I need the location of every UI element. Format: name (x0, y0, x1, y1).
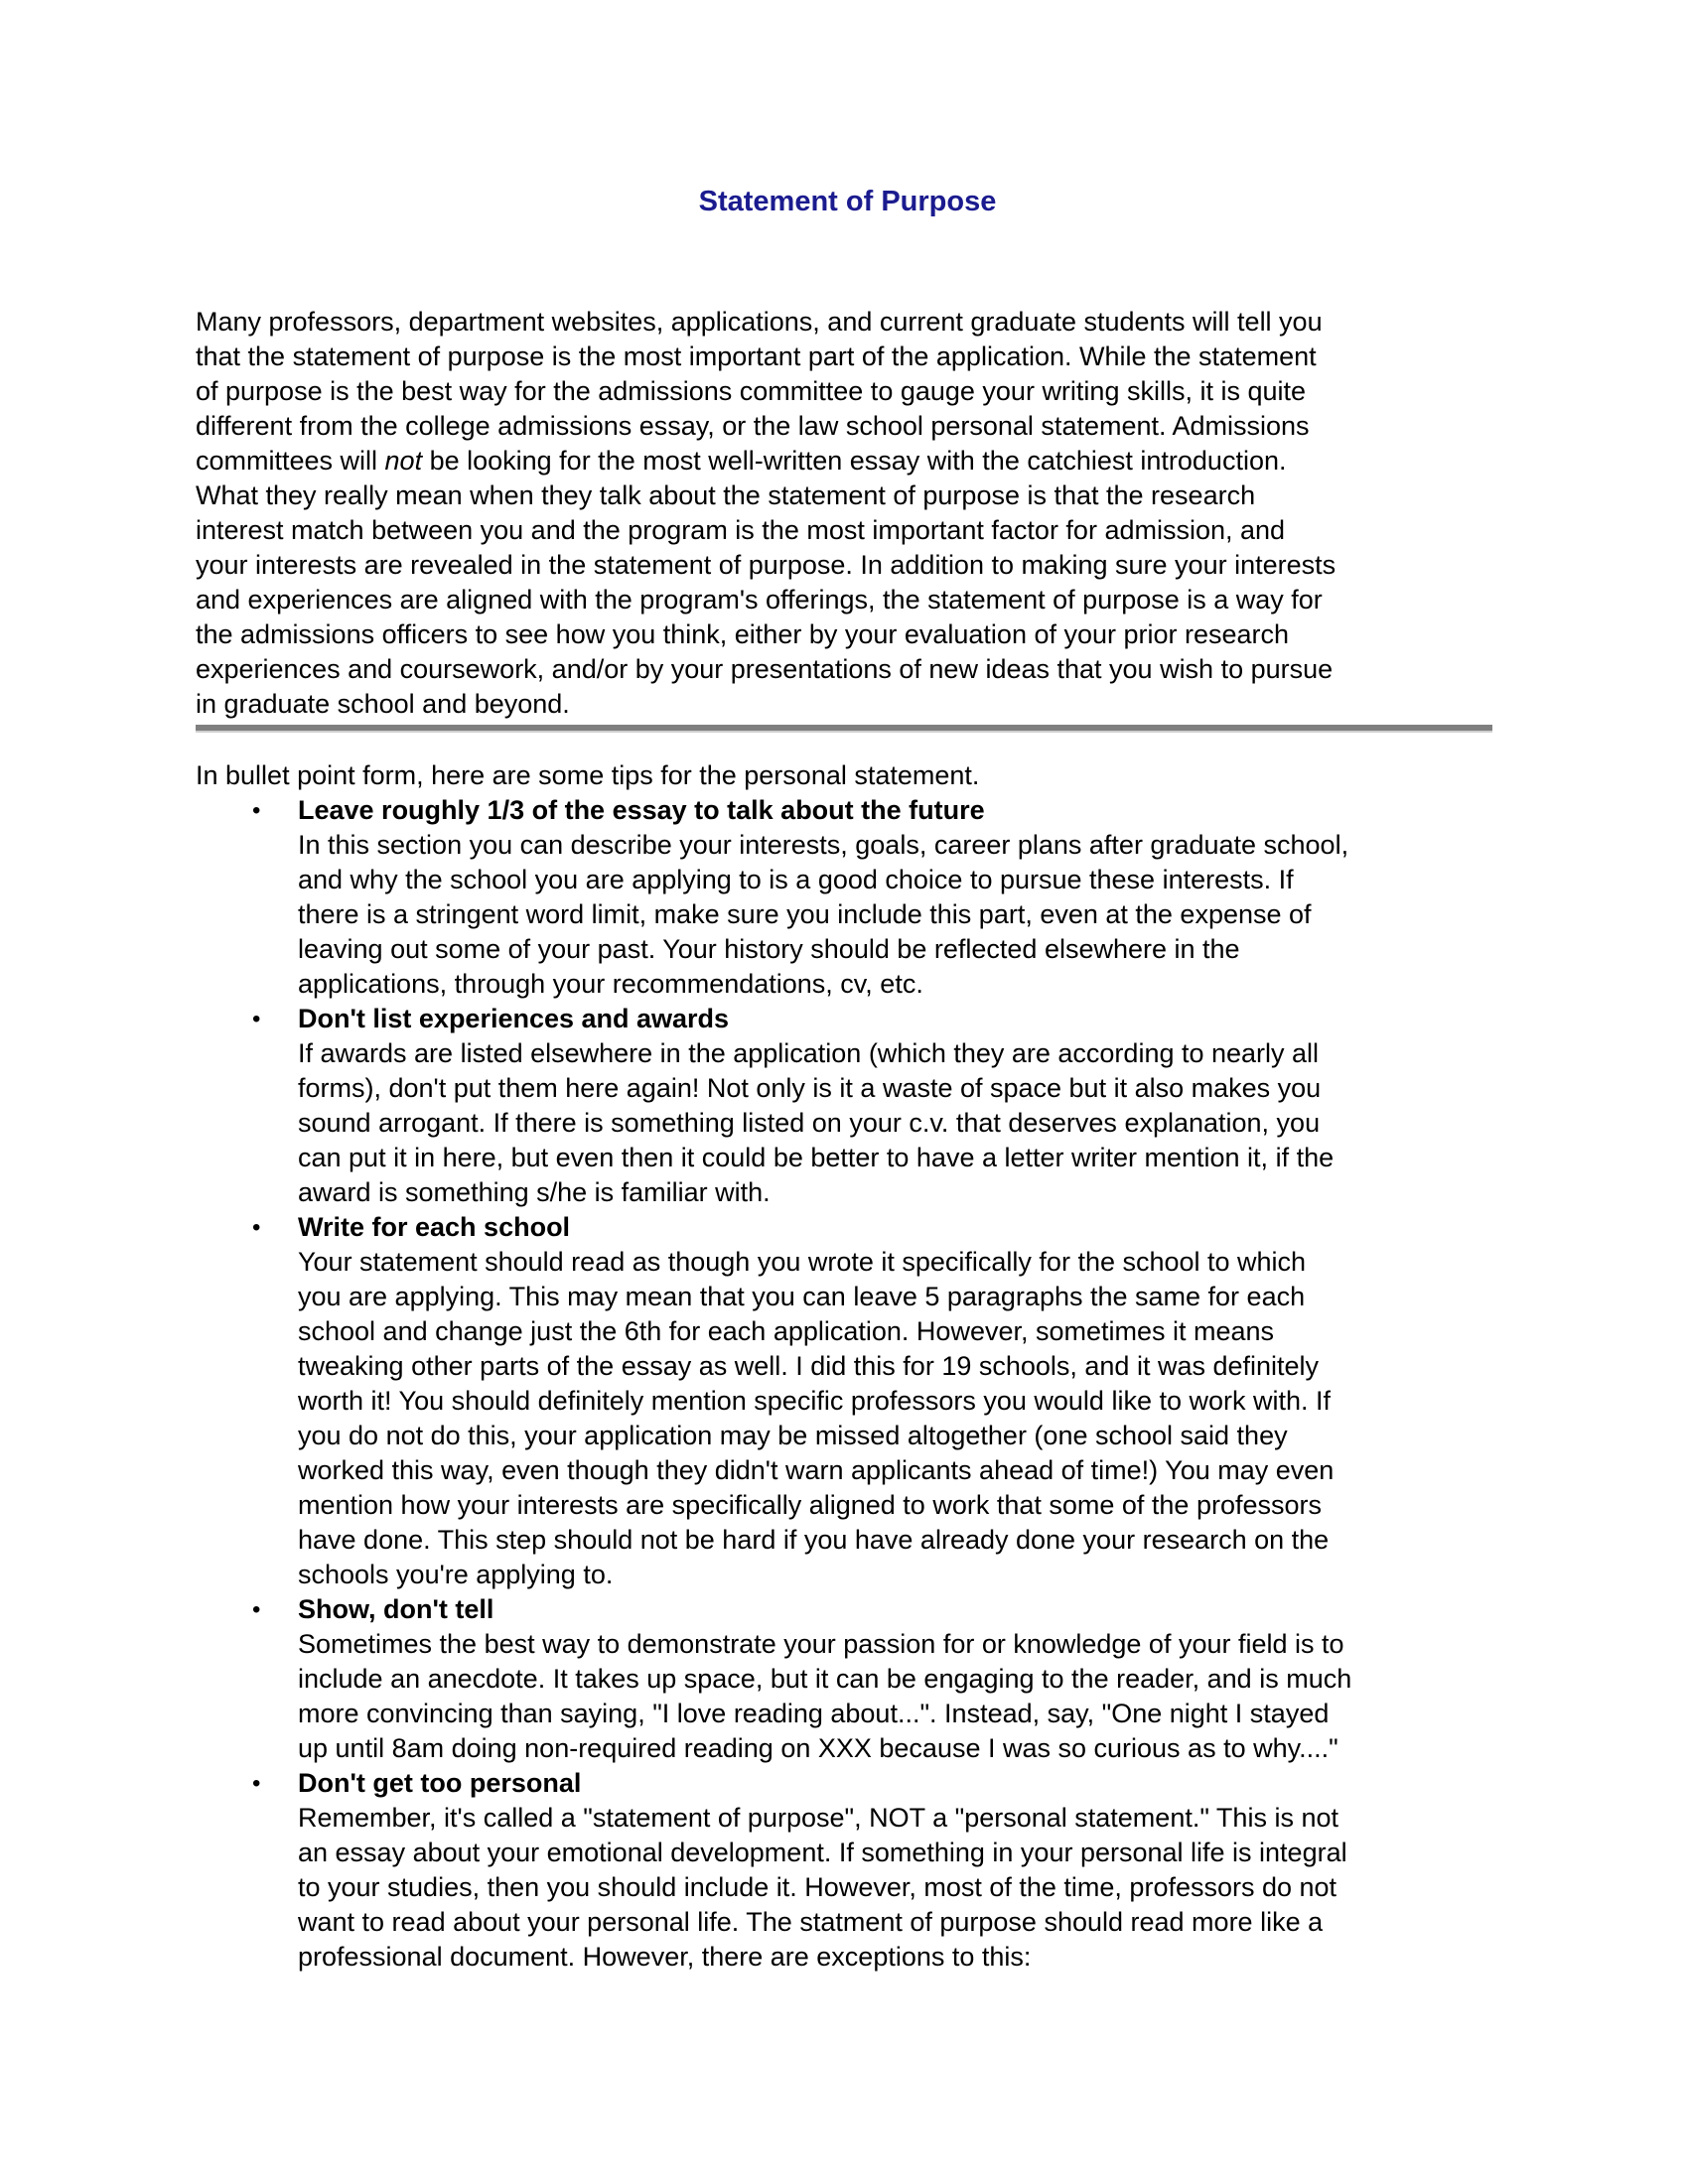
section-divider (196, 725, 1492, 733)
tip-body-line: you are applying. This may mean that you can leave 5 paragraphs the same for each (298, 1282, 1306, 1311)
intro-paragraph-line: experiences and coursework, and/or by your presentations of new ideas that you wish to pursue (196, 654, 1334, 684)
tip-body-line: mention how your interests are specifically aligned to work that some of the professors (298, 1490, 1322, 1520)
bullet-icon: • (252, 797, 261, 824)
tip-body-line: have done. This step should not be hard if you have already done your research on the (298, 1525, 1330, 1555)
intro-paragraph-line: What they really mean when they talk about the statement of purpose is that the research (196, 480, 1256, 510)
tip-item (196, 1210, 1499, 1592)
tip-body-line: Sometimes the best way to demonstrate your passion for or knowledge of your field is to (298, 1629, 1344, 1659)
intro-paragraph-line: committees will not be looking for the most well-written essay with the catchiest introduction. (196, 446, 1287, 476)
bullet-icon: • (252, 1214, 261, 1241)
tip-heading: Show, don't tell (298, 1594, 494, 1624)
tip-item (196, 1592, 1499, 1766)
tip-body-line: forms), don't put them here again! Not only is it a waste of space but it also makes you (298, 1073, 1322, 1103)
tip-body-line: there is a stringent word limit, make sure you include this part, even at the expense of (298, 899, 1312, 929)
tip-body-line: In this section you can describe your interests, goals, career plans after graduate school, (298, 830, 1349, 860)
intro-paragraph-line: and experiences are aligned with the program's offerings, the statement of purpose is a way for (196, 585, 1323, 614)
tips-intro-text: In bullet point form, here are some tips for the personal statement. (196, 760, 980, 790)
tip-body-line: want to read about your personal life. The statment of purpose should read more like a (298, 1907, 1324, 1937)
tip-body-line: Remember, it's called a "statement of purpose", NOT a "personal statement." This is not (298, 1803, 1338, 1833)
intro-paragraph (196, 305, 1499, 722)
tip-item (196, 793, 1499, 1002)
tip-body-line: worth it! You should definitely mention specific professors you would like to work with. If (298, 1386, 1332, 1416)
tip-item (196, 1002, 1499, 1210)
tips-list (196, 793, 1499, 1975)
tip-body-line: worked this way, even though they didn't warn applicants ahead of time!) You may even (298, 1455, 1335, 1485)
intro-paragraph-line: in graduate school and beyond. (196, 689, 570, 719)
tip-item (196, 1766, 1499, 1975)
tip-heading: Don't get too personal (298, 1768, 582, 1798)
tip-body-line: school and change just the 6th for each application. However, sometimes it means (298, 1316, 1275, 1346)
intro-paragraph-line: interest match between you and the program is the most important factor for admission, and (196, 515, 1286, 545)
page-title: Statement of Purpose (698, 186, 997, 217)
intro-paragraph-line: Many professors, department websites, applications, and current graduate students will tell you (196, 307, 1323, 337)
tip-body-line: tweaking other parts of the essay as well. I did this for 19 schools, and it was definitely (298, 1351, 1320, 1381)
tip-body-line: leaving out some of your past. Your history should be reflected elsewhere in the (298, 934, 1240, 964)
intro-paragraph-line: the admissions officers to see how you think, either by your evaluation of your prior research (196, 619, 1290, 649)
tip-body-line: up until 8am doing non-required reading on XXX because I was so curious as to why...." (298, 1733, 1338, 1763)
tip-heading: Don't list experiences and awards (298, 1004, 730, 1033)
tip-body-line: and why the school you are applying to is a good choice to pursue these interests. If (298, 865, 1294, 894)
intro-paragraph-line: that the statement of purpose is the most important part of the application. While the statement (196, 341, 1317, 371)
tip-body-line: applications, through your recommendations, cv, etc. (298, 969, 923, 999)
tip-body-line: professional document. However, there are exceptions to this: (298, 1942, 1032, 1972)
bullet-icon: • (252, 1006, 261, 1032)
tip-body-line: If awards are listed elsewhere in the application (which they are according to nearly all (298, 1038, 1320, 1068)
tip-body-line: award is something s/he is familiar with. (298, 1177, 771, 1207)
tip-body-line: can put it in here, but even then it could be better to have a letter writer mention it, if the (298, 1143, 1335, 1172)
intro-paragraph-line: of purpose is the best way for the admissions committee to gauge your writing skills, it is quite (196, 376, 1307, 406)
tip-body-line: more convincing than saying, "I love reading about...". Instead, say, "One night I stayed (298, 1699, 1330, 1728)
tip-body-line: sound arrogant. If there is something listed on your c.v. that deserves explanation, you (298, 1108, 1321, 1138)
tip-body-line: schools you're applying to. (298, 1560, 614, 1589)
tip-body-line: Your statement should read as though you wrote it specifically for the school to which (298, 1247, 1307, 1277)
intro-paragraph-line: your interests are revealed in the statement of purpose. In addition to making sure your interests (196, 550, 1336, 580)
tip-body-line: you do not do this, your application may be missed altogether (one school said they (298, 1421, 1288, 1450)
tip-body-line: to your studies, then you should include it. However, most of the time, professors do not (298, 1872, 1337, 1902)
intro-paragraph-line: different from the college admissions essay, or the law school personal statement. Admissions (196, 411, 1310, 441)
bullet-icon: • (252, 1596, 261, 1623)
tip-body-line: include an anecdote. It takes up space, but it can be engaging to the reader, and is much (298, 1664, 1352, 1694)
bullet-icon: • (252, 1770, 261, 1797)
tip-body-line: an essay about your emotional development. If something in your personal life is integral (298, 1838, 1347, 1867)
tip-heading: Write for each school (298, 1212, 571, 1242)
tip-heading: Leave roughly 1/3 of the essay to talk about the future (298, 795, 985, 825)
